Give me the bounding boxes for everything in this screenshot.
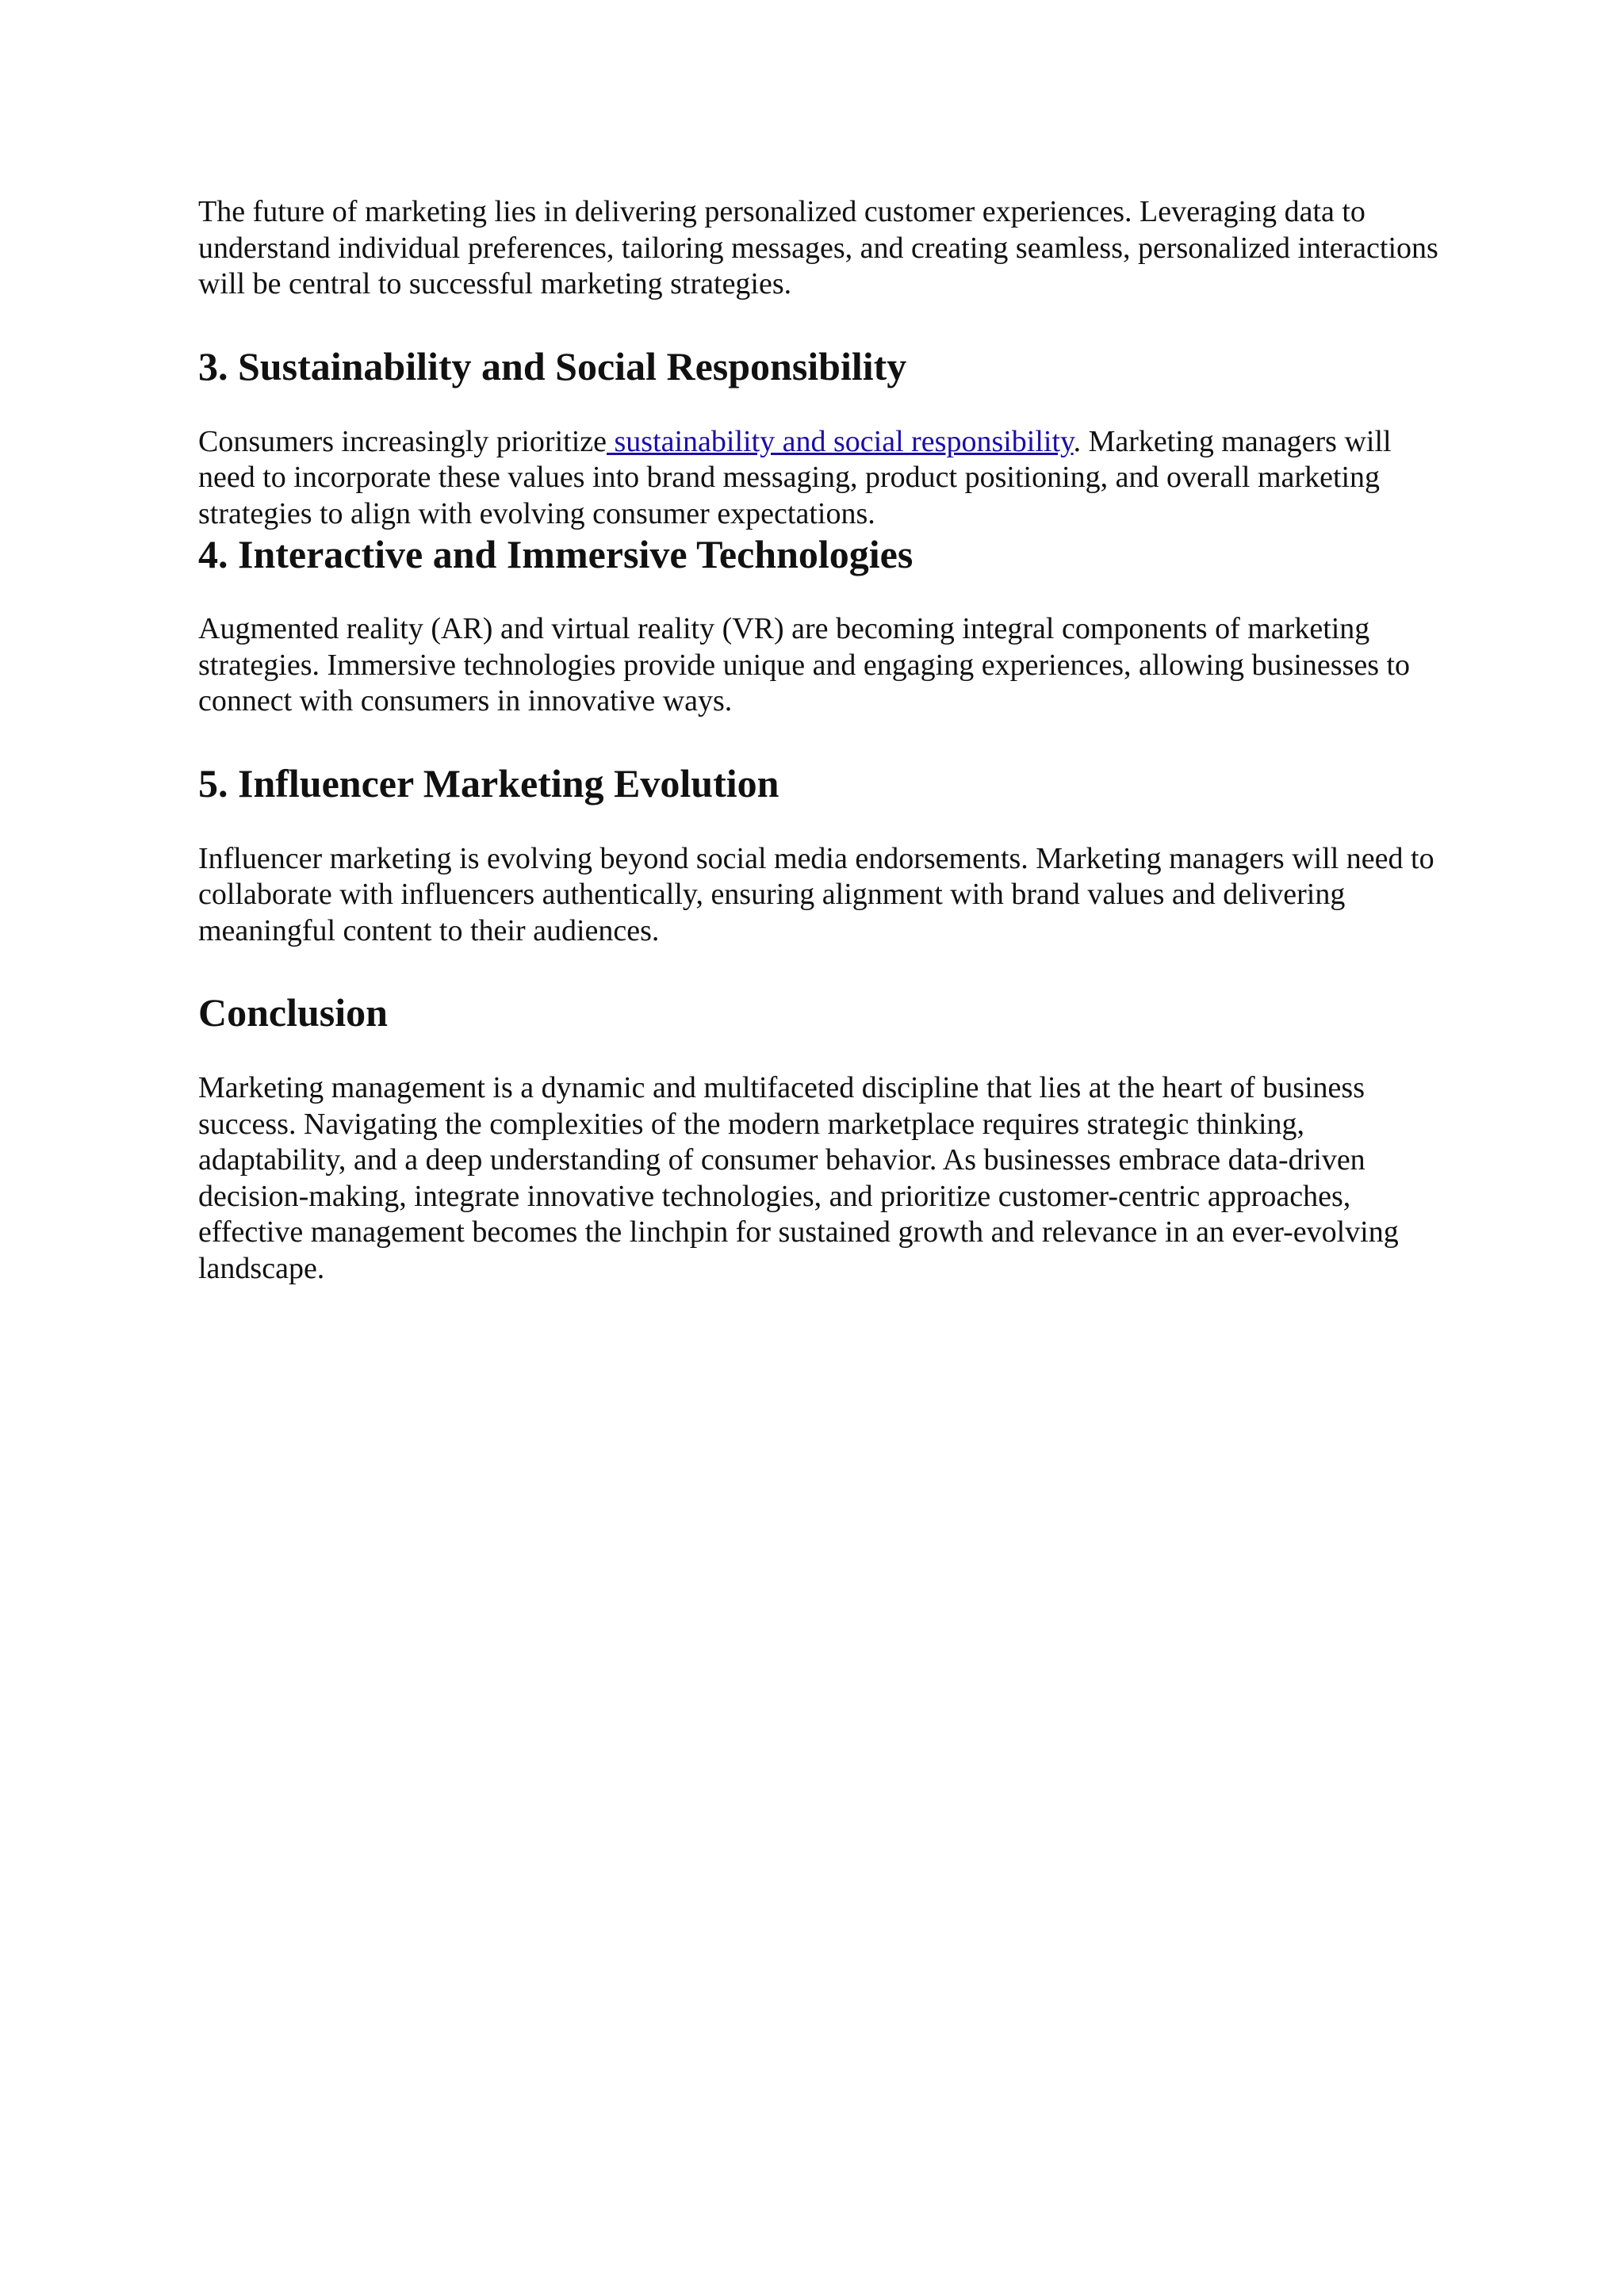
section-heading-conclusion: Conclusion: [198, 990, 388, 1035]
section-heading-sustainability: 3. Sustainability and Social Responsibility: [198, 343, 907, 388]
sustainability-link[interactable]: sustainability and social responsibility: [607, 424, 1074, 458]
paragraph-text: . Marketing managers will need to incorporate these values into brand messaging, product positioning, and overall marketing strategies to align with evolving consumer expectations.: [198, 424, 1392, 530]
section-paragraph-influencer: Influencer marketing is evolving beyond social media endorsements. Marketing managers will need to collaborate with influencers authentically, ensuring alignment with brand values and delivering meaningful content to their audiences.: [198, 841, 1434, 947]
paragraph-text: Consumers increasingly prioritize: [198, 424, 607, 458]
intro-paragraph: The future of marketing lies in delivering personalized customer experiences. Leveraging data to understand individual preferences, tailoring messages, and creating seamless, personalized interactions will be central to successful marketing strategies.: [198, 195, 1438, 300]
document-page: [198, 194, 1451, 1287]
section-heading-influencer: 5. Influencer Marketing Evolution: [198, 760, 779, 806]
section-heading-immersive-tech: 4. Interactive and Immersive Technologies: [198, 532, 914, 576]
section-paragraph-immersive-tech: Augmented reality (AR) and virtual reality (VR) are becoming integral components of marketing strategies. Immersive technologies provide unique and engaging experiences, allowing businesses to connect with consumers in innovative ways.: [198, 612, 1411, 718]
section-paragraph-sustainability: [198, 424, 1451, 533]
section-paragraph-conclusion: Marketing management is a dynamic and multifaceted discipline that lies at the heart of business success. Navigating the complexities of the modern marketplace requires strategic thinking, adaptability, and a deep understanding of consumer behavior. As businesses embrace data-driven decision-making, integrate innovative technologies, and prioritize customer-centric approaches, effective management becomes the linchpin for sustained growth and relevance in an ever-evolving landscape.: [198, 1071, 1399, 1285]
